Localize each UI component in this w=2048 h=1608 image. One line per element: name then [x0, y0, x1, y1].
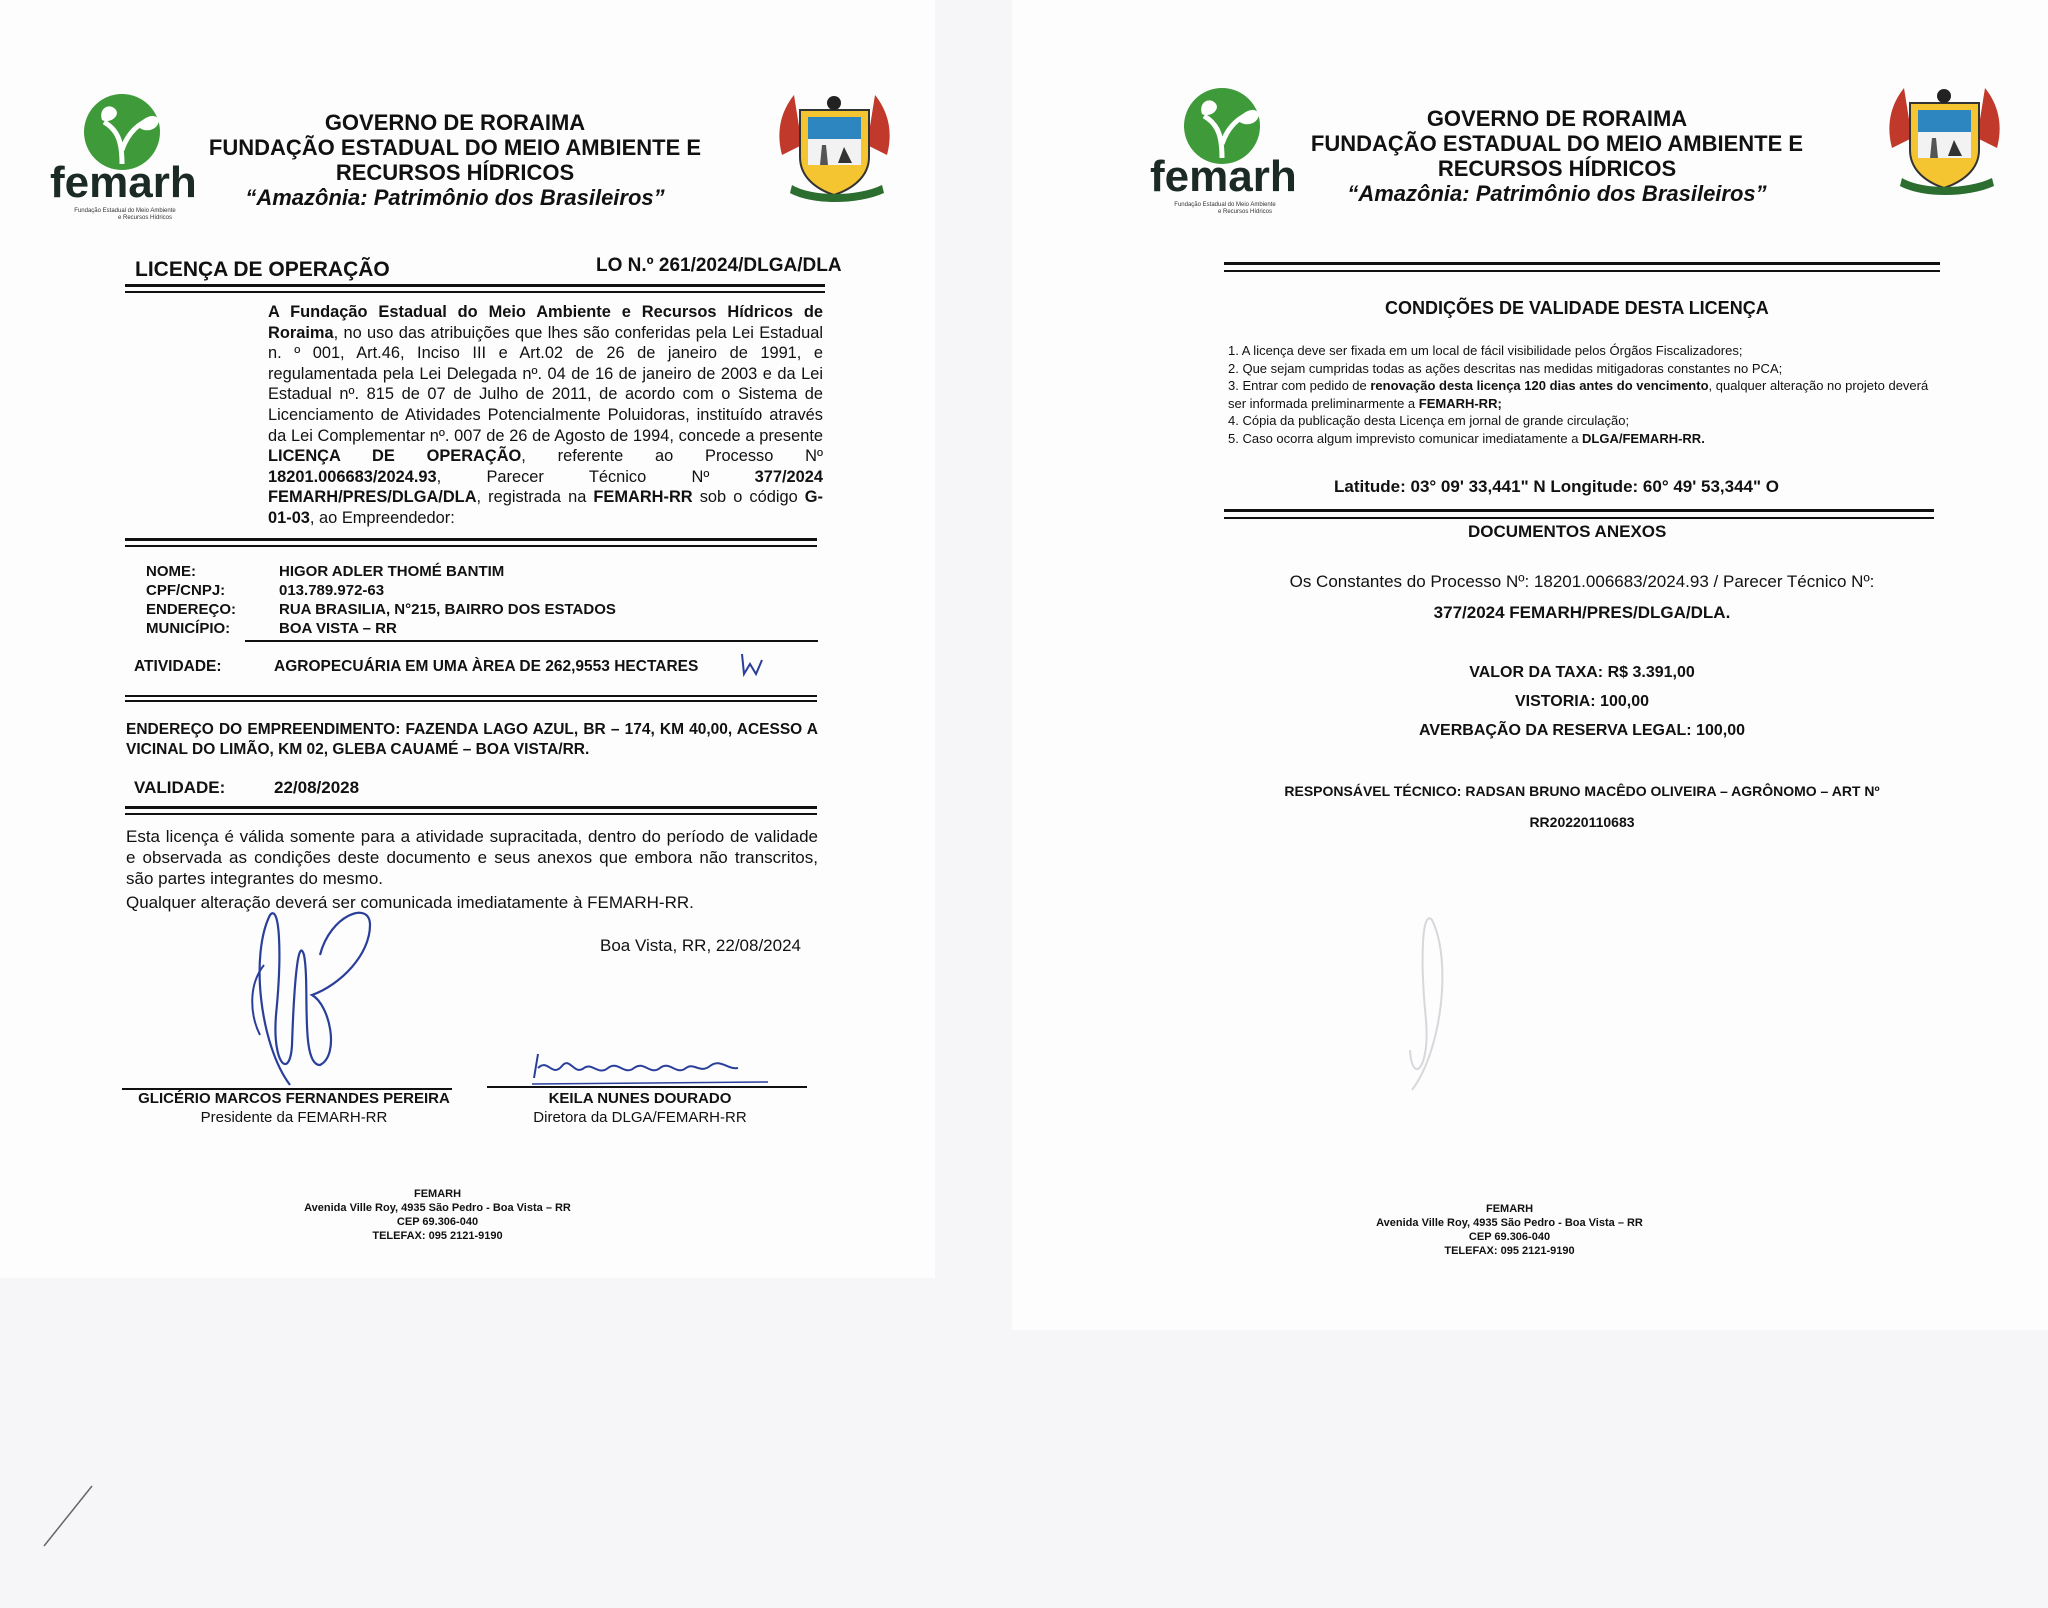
intro-code: G-01-03 — [268, 488, 823, 527]
fee-averbacao: AVERBAÇÃO DA RESERVA LEGAL: 100,00 — [1419, 722, 1745, 739]
city-value: BOA VISTA – RR — [279, 620, 397, 637]
validity-text: Esta licença é válida somente para a atividade supracitada, dentro do período de validade e observada as condições deste documento e seus anexos que embora não transcritos, são partes integrantes do mesmo. — [126, 827, 818, 888]
condition-4: 4. Cópia da publicação desta Licença em jornal de grande circulação; — [1228, 413, 1630, 428]
technical-responsible — [1232, 776, 1932, 838]
document-number: LO N.º 261/2024/DLGA/DLA — [596, 255, 842, 276]
condition-5b: DLGA/FEMARH-RR. — [1582, 430, 1705, 446]
header-line-2: FUNDAÇÃO ESTADUAL DO MEIO AMBIENTE E — [208, 135, 702, 160]
site-address: ENDEREÇO DO EMPREENDIMENTO: FAZENDA LAGO AZUL, BR – 174, KM 40,00, ACESSO A VICINAL DO LIMÃO, KM 02, GLEBA CAUAMÉ – BOA VISTA/RR. — [126, 721, 818, 758]
intro-parecer: 377/2024 FEMARH/PRES/DLGA/DLA — [268, 467, 823, 507]
divider — [125, 545, 817, 547]
activity-row — [134, 658, 698, 676]
logo-wordmark: femarh — [50, 158, 197, 207]
entrepreneur-block — [146, 562, 616, 638]
divider — [125, 284, 825, 287]
name-label: NOME: — [146, 563, 196, 580]
femarh-logo — [1150, 86, 1300, 216]
header-motto: “Amazônia: Patrimônio dos Brasileiros” — [1347, 181, 1767, 206]
president-signature-icon — [220, 895, 390, 1095]
divider — [125, 813, 817, 815]
city-label: MUNICÍPIO: — [146, 620, 231, 637]
document-title: LICENÇA DE OPERAÇÃO — [135, 258, 390, 281]
femarh-logo — [50, 92, 200, 222]
page-header — [205, 110, 705, 210]
divider — [125, 695, 817, 697]
handwritten-initial-icon — [738, 650, 768, 678]
divider — [125, 700, 817, 702]
annex-text — [1257, 566, 1907, 628]
header-line-3: RECURSOS HÍDRICOS — [1437, 156, 1677, 181]
intro-text-5: sob o código — [692, 488, 805, 507]
divider — [1224, 509, 1934, 512]
divider — [125, 291, 825, 293]
cpf-label: CPF/CNPJ: — [146, 582, 226, 599]
signer-2-role: Diretora da DLGA/FEMARH-RR — [533, 1109, 747, 1126]
footer-phone: TELEFAX: 095 2121-9190 — [1444, 1245, 1575, 1257]
intro-text-4: , registrada na — [476, 488, 594, 507]
divider — [1224, 270, 1940, 272]
header-line-2: FUNDAÇÃO ESTADUAL DO MEIO AMBIENTE E — [1310, 131, 1804, 156]
logo-subtitle-line2: e Recursos Hídricos — [1217, 209, 1273, 215]
license-page-2 — [1012, 0, 2048, 1330]
signature-line — [487, 1086, 807, 1088]
name-value: HIGOR ADLER THOMÉ BANTIM — [279, 563, 505, 580]
annex-title: DOCUMENTOS ANEXOS — [1468, 522, 1667, 541]
signer-1-role: Presidente da FEMARH-RR — [200, 1109, 388, 1126]
condition-5a: 5. Caso ocorra algum imprevisto comunicar imediatamente a — [1228, 430, 1583, 446]
bleed-through-signature-icon — [1312, 900, 1472, 1100]
intro-text-1: , no uso das atribuições que lhes são conferidas pela Lei Estadual n. º 001, Art.46, Inciso III e Art.02 de 26 de janeiro de 1991, e regulamentada pela Lei Delegada nº. 04 de 16 de janeiro de 2003 e da Lei Estadual nº. 815 de 07 de Julho de 2011, de acordo com o Sistema de Licenciamento de Atividades Potencialmente Poluidoras, instituído através da Lei Complementar nº. 007 de 26 de Agosto de 1994, concede a presente — [268, 323, 823, 445]
intro-license-type: LICENÇA DE OPERAÇÃO — [268, 447, 522, 466]
condition-1: 1. A licença deve ser fixada em um local de fácil visibilidade pelos Órgãos Fiscalizadores; — [1228, 343, 1743, 358]
header-line-1: GOVERNO DE RORAIMA — [1426, 106, 1688, 131]
conditions-title: CONDIÇÕES DE VALIDADE DESTA LICENÇA — [1385, 298, 1769, 318]
coordinates: Latitude: 03° 09' 33,441" N Longitude: 60° 49' 53,344" O — [1334, 477, 1780, 496]
divider — [245, 640, 818, 642]
footer-address: Avenida Ville Roy, 4935 São Pedro - Boa Vista – RR — [1376, 1217, 1643, 1229]
condition-5 — [1228, 430, 1940, 448]
annex-line-2: 377/2024 FEMARH/PRES/DLGA/DLA. — [1433, 603, 1731, 622]
logo-subtitle-line1: Fundação Estadual do Meio Ambiente — [1174, 202, 1276, 208]
divider — [125, 538, 817, 541]
intro-femarh: FEMARH-RR — [593, 488, 693, 507]
signer-2 — [490, 1089, 790, 1127]
fee-vistoria: VISTORIA: 100,00 — [1515, 693, 1649, 710]
fee-taxa: VALOR DA TAXA: R$ 3.391,00 — [1469, 664, 1695, 681]
divider — [125, 806, 817, 809]
change-notice: Qualquer alteração deverá ser comunicada imediatamente à FEMARH-RR. — [126, 893, 694, 912]
annex-line-1: Os Constantes do Processo Nº: 18201.006683/2024.93 / Parecer Técnico Nº: — [1289, 572, 1875, 591]
footer-phone: TELEFAX: 095 2121-9190 — [372, 1230, 503, 1242]
validity-row — [134, 778, 359, 798]
footer-cep: CEP 69.306-040 — [396, 1216, 479, 1228]
page-footer — [270, 1187, 605, 1243]
condition-3b: renovação desta licença 120 dias antes do vencimento — [1370, 378, 1709, 393]
coat-of-arms-icon — [772, 85, 897, 205]
intro-text-3: , Parecer Técnico Nº — [436, 467, 755, 486]
footer-org: FEMARH — [413, 1188, 462, 1200]
footer-address: Avenida Ville Roy, 4935 São Pedro - Boa Vista – RR — [304, 1202, 571, 1214]
intro-text-2: , referente ao Processo Nº — [521, 447, 823, 466]
responsible-line-2: RR20220110683 — [1529, 814, 1635, 830]
coat-of-arms-icon — [1882, 78, 2007, 198]
signer-1 — [120, 1089, 468, 1127]
page-header — [1307, 106, 1807, 206]
footer-org: FEMARH — [1485, 1203, 1534, 1215]
validity-label: VALIDADE: — [134, 778, 226, 797]
logo-subtitle-line1: Fundação Estadual do Meio Ambiente — [74, 208, 176, 214]
footer-cep: CEP 69.306-040 — [1468, 1231, 1551, 1243]
intro-paragraph — [268, 302, 823, 529]
logo-subtitle — [1150, 202, 1300, 216]
logo-subtitle — [50, 208, 200, 222]
signer-1-name: GLICÉRIO MARCOS FERNANDES PEREIRA — [138, 1090, 450, 1107]
condition-2: 2. Que sejam cumpridas todas as ações descritas nas medidas mitigadoras constantes no PCA; — [1228, 360, 1783, 376]
director-signature-icon — [528, 1048, 778, 1088]
logo-subtitle-line2: e Recursos Hídricos — [117, 215, 173, 221]
divider — [1224, 517, 1934, 519]
license-page-1 — [0, 0, 935, 1278]
conditions-list — [1228, 342, 1940, 447]
header-line-3: RECURSOS HÍDRICOS — [335, 160, 575, 185]
pen-mark-icon — [40, 1480, 100, 1550]
fees-block — [1382, 658, 1782, 745]
header-motto: “Amazônia: Patrimônio dos Brasileiros” — [245, 185, 665, 210]
header-line-1: GOVERNO DE RORAIMA — [324, 110, 586, 135]
divider — [1224, 262, 1940, 265]
activity-value: AGROPECUÁRIA EM UMA ÀREA DE 262,9553 HECTARES — [274, 658, 699, 675]
intro-text-6: , ao Empreendedor: — [309, 508, 455, 527]
place-date: Boa Vista, RR, 22/08/2024 — [600, 936, 801, 955]
intro-org: A Fundação Estadual do Meio Ambiente e Recursos Hídricos de Roraima — [268, 303, 823, 342]
address-value: RUA BRASILIA, N°215, BAIRRO DOS ESTADOS — [279, 601, 616, 618]
activity-label: ATIVIDADE: — [134, 658, 222, 675]
signer-2-name: KEILA NUNES DOURADO — [548, 1090, 732, 1107]
condition-3a: 3. Entrar com pedido de — [1228, 378, 1371, 393]
cpf-value: 013.789.972-63 — [279, 582, 385, 599]
responsible-line-1: RESPONSÁVEL TÉCNICO: RADSAN BRUNO MACÊDO OLIVEIRA – AGRÔNOMO – ART Nº — [1284, 783, 1880, 799]
address-label: ENDEREÇO: — [146, 601, 237, 618]
logo-wordmark: femarh — [1150, 152, 1297, 201]
intro-process-number: 18201.006683/2024.93 — [268, 467, 437, 486]
page-footer — [1342, 1202, 1677, 1258]
validity-date: 22/08/2028 — [274, 778, 360, 797]
condition-3d: FEMARH-RR; — [1418, 395, 1502, 411]
condition-3 — [1228, 377, 1940, 412]
director-signature-text: kdourado — [628, 1088, 633, 1089]
condition-3c: , qualquer alteração no projeto deverá ser informada preliminarmente a — [1228, 378, 1929, 411]
